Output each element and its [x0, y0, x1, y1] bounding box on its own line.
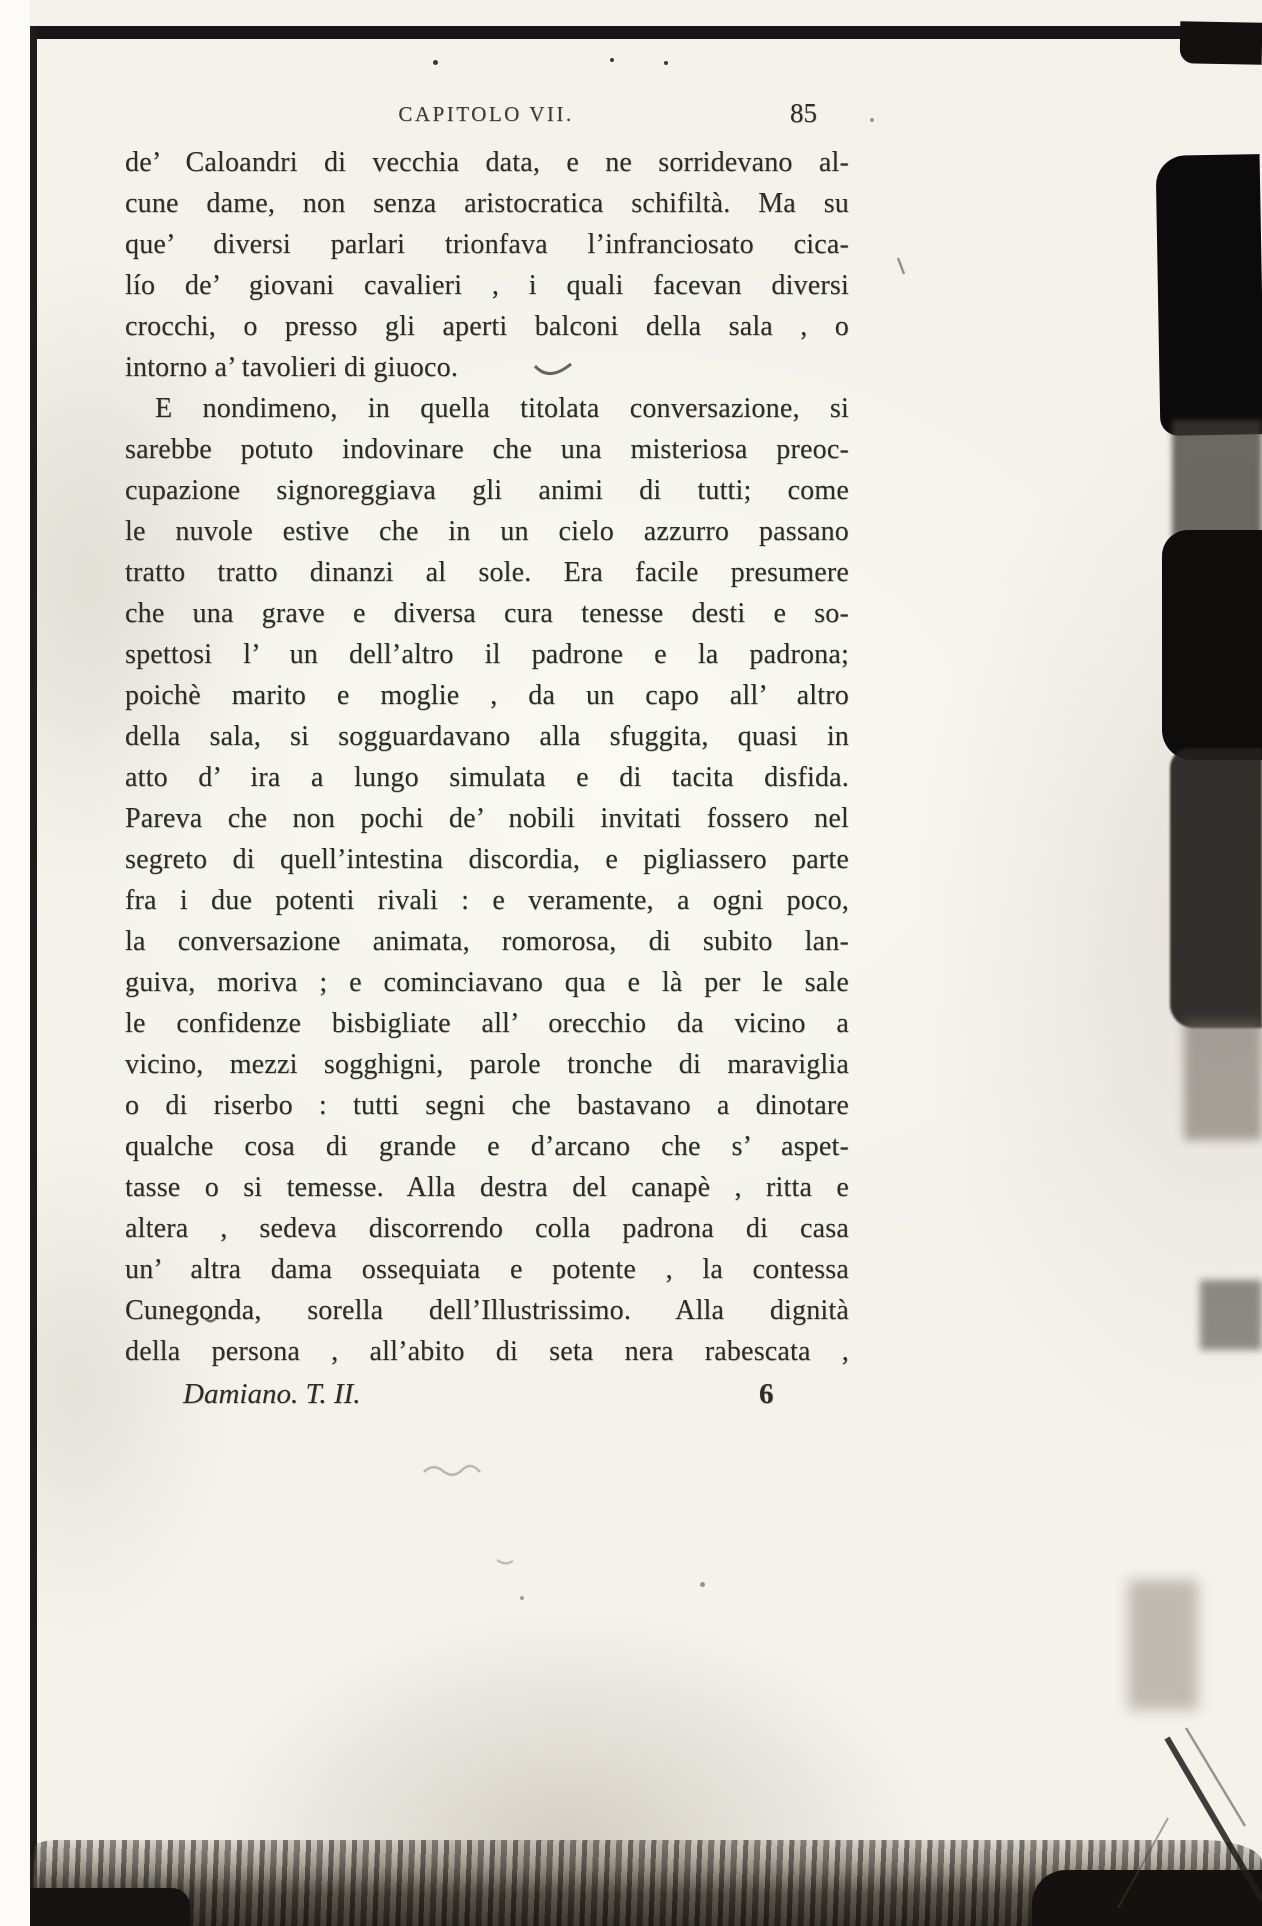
- text-line: sarebbe potuto indovinare che una misteriosa preoc-: [125, 434, 849, 465]
- text-line: crocchi, o presso gli aperti balconi della sala , o: [125, 311, 849, 342]
- text-line: guiva, moriva ; e cominciavano qua e là per le sale: [125, 967, 849, 998]
- ink-speck: [520, 1596, 524, 1600]
- chapter-heading: CAPITOLO VII.: [398, 102, 574, 126]
- page-number: 85: [790, 98, 817, 128]
- text-line: tasse o si temesse. Alla destra del canapè , ritta e: [125, 1172, 849, 1203]
- footer-signature: Damiano. T. II.: [183, 1378, 361, 1410]
- text-line: Cunegonda, sorella dell’Illustrissimo. Alla dignità: [125, 1295, 849, 1326]
- scan-right-blot: [1200, 1280, 1262, 1350]
- text-line: que’ diversi parlari trionfava l’infranciosato cica-: [125, 229, 849, 260]
- footer-number: 6: [759, 1378, 774, 1410]
- text-line: fra i due potenti rivali : e veramente, a ogni poco,: [125, 885, 849, 916]
- ink-speck: [610, 58, 614, 62]
- scan-right-blot: [1128, 1580, 1198, 1710]
- text-line: vicino, mezzi sogghigni, parole tronche di maraviglia: [125, 1049, 849, 1080]
- ink-speck: [433, 60, 438, 65]
- scan-right-blot: [1162, 530, 1262, 760]
- ink-speck: [870, 118, 874, 122]
- text-line: spettosi l’ un dell’altro il padrone e la padrona;: [125, 639, 849, 670]
- scan-right-blot: [1184, 1020, 1262, 1140]
- scan-left-line: [30, 26, 37, 1926]
- text-line: o di riserbo : tutti segni che bastavano a dinotare: [125, 1090, 849, 1121]
- text-line: cupazione signoreggiava gli animi di tutti; come: [125, 475, 849, 506]
- text-line: Pareva che non pochi de’ nobili invitati fossero nel: [125, 803, 849, 834]
- scan-edge-strip: [0, 0, 30, 1926]
- scan-right-blot: [1156, 154, 1262, 436]
- text-line: un’ altra dama ossequiata e potente , la contessa: [125, 1254, 849, 1285]
- scan-bottom-left-corner: [30, 1888, 190, 1926]
- text-line: atto d’ ira a lungo simulata e di tacita disfida.: [125, 762, 849, 793]
- text-line: altera , sedeva discorrendo colla padrona di casa: [125, 1213, 849, 1244]
- text-line: poichè marito e moglie , da un capo all’ altro: [125, 680, 849, 711]
- text-line: de’ Caloandri di vecchia data, e ne sorridevano al-: [125, 147, 849, 178]
- ink-speck: [700, 1582, 705, 1587]
- ink-speck: [664, 61, 668, 65]
- scan-right-blot: [1170, 748, 1262, 1028]
- text-line: della sala, si sogguardavano alla sfuggita, quasi in: [125, 721, 849, 752]
- text-line: intorno a’ tavolieri di giuoco.: [125, 352, 459, 383]
- page-header: [125, 98, 847, 142]
- scan-top-right-corner: [1180, 21, 1262, 64]
- text-line: tratto tratto dinanzi al sole. Era facile presumere: [125, 557, 849, 588]
- scan-bottom-right-corner: [1032, 1870, 1262, 1926]
- text-line: E nondimeno, in quella titolata conversazione, si: [155, 393, 849, 424]
- text-line: segreto di quell’intestina discordia, e pigliassero parte: [125, 844, 849, 875]
- text-line: lío de’ giovani cavalieri , i quali facevan diversi: [125, 270, 849, 301]
- text-line: cune dame, non senza aristocratica schifiltà. Ma su: [125, 188, 849, 219]
- text-line: che una grave e diversa cura tenesse desti e so-: [125, 598, 849, 629]
- scan-right-blot: [1172, 420, 1262, 540]
- text-line: le nuvole estive che in un cielo azzurro passano: [125, 516, 849, 547]
- text-line: qualche cosa di grande e d’arcano che s’ aspet-: [125, 1131, 849, 1162]
- scan-top-bar: [30, 26, 1262, 39]
- page-footer: [125, 1378, 847, 1424]
- text-line: la conversazione animata, romorosa, di subito lan-: [125, 926, 849, 957]
- text-line: le confidenze bisbigliate all’ orecchio da vicino a: [125, 1008, 849, 1039]
- body-text: [125, 142, 849, 1372]
- text-line: della persona , all’abito di seta nera rabescata ,: [125, 1336, 849, 1367]
